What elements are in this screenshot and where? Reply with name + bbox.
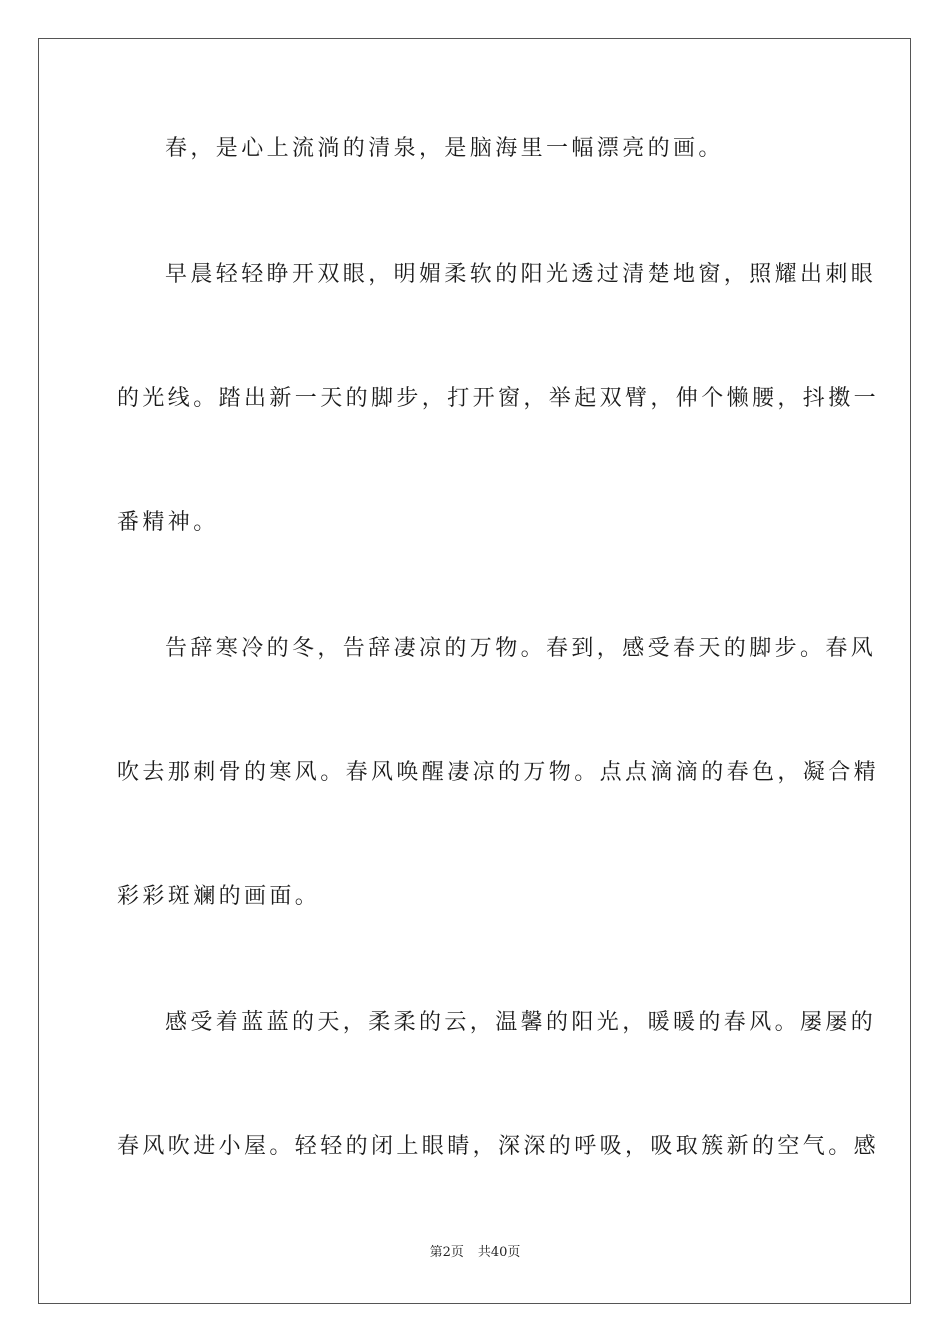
paragraph-2-line-1: 早晨轻轻睁开双眼，明媚柔软的阳光透过清楚地窗，照耀出刺眼	[165, 262, 877, 287]
paragraph-2-line-3: 番精神。	[117, 510, 219, 535]
page-footer	[0, 1245, 950, 1261]
paragraph-3-line-2: 吹去那刺骨的寒风。春风唤醒凄凉的万物。点点滴滴的春色，凝合精	[117, 760, 880, 785]
paragraph-2-line-2: 的光线。踏出新一天的脚步，打开窗，举起双臂，伸个懒腰，抖擞一	[117, 386, 880, 411]
page-number-total: 共40页	[477, 1245, 521, 1260]
paragraph-4-line-2: 春风吹进小屋。轻轻的闭上眼睛，深深的呼吸，吸取簇新的空气。感	[117, 1134, 880, 1159]
page-number-current: 第2页	[429, 1245, 464, 1260]
paragraph-3-line-3: 彩彩斑斓的画面。	[117, 884, 321, 909]
paragraph-4-line-1: 感受着蓝蓝的天，柔柔的云，温馨的阳光，暖暖的春风。屡屡的	[165, 1010, 877, 1035]
paragraph-3-line-1: 告辞寒冷的冬，告辞凄凉的万物。春到，感受春天的脚步。春风	[165, 636, 877, 661]
page-border	[38, 38, 911, 1304]
paragraph-1-line-1: 春，是心上流淌的清泉，是脑海里一幅漂亮的画。	[165, 136, 724, 161]
